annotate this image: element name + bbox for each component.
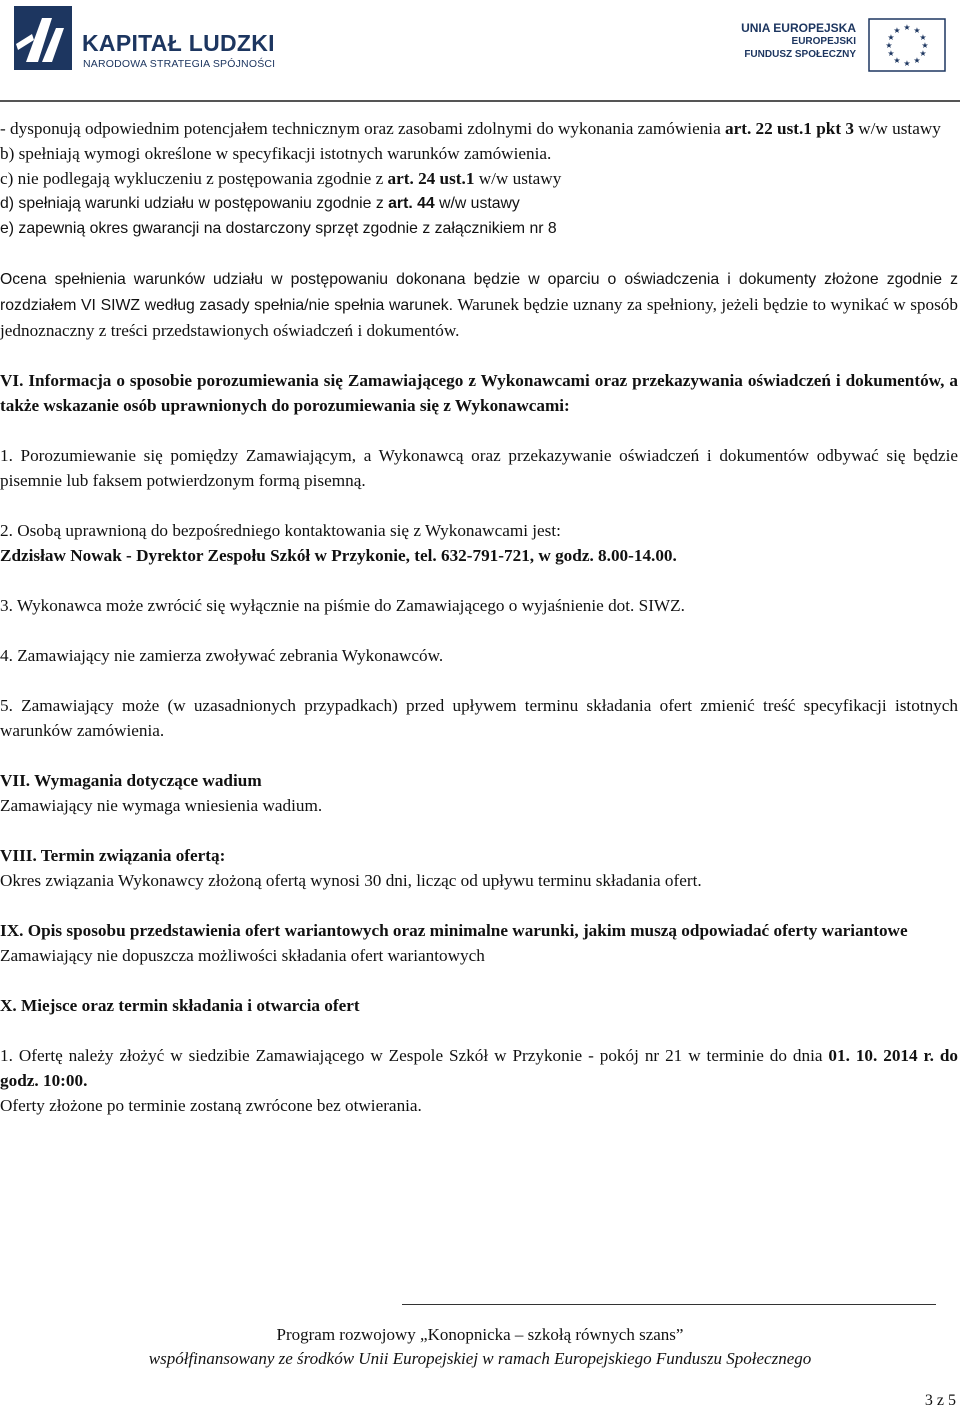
footer-program-name: Program rozwojowy „Konopnicka – szkołą równych szans”: [276, 1325, 684, 1344]
section-vii-heading: VII. Wymagania dotyczące wadium: [0, 771, 262, 790]
svg-text:★: ★: [887, 49, 895, 58]
section-vii-text: Zamawiający nie wymaga wniesienia wadium.: [0, 796, 323, 815]
section-vi-contact: Zdzisław Nowak - Dyrektor Zespołu Szkół w Przykonie, tel. 632-791-721, w godz. 8.00-14.00.: [0, 546, 677, 565]
page-number: 3 z 5: [924, 1392, 956, 1409]
svg-text:★: ★: [893, 26, 901, 35]
section-vi-heading: VI. Informacja o sposobie porozumiewania się Zamawiającego z Wykonawcami oraz przekazywania oświadczeń i dokumentów, a także wskazanie osób uprawnionych do porozumiewania się z Wykonawcami:: [0, 371, 958, 415]
footer-funding-note: współfinansowany ze środków Unii Europejskiej w ramach Europejskiego Funduszu Społecznego: [148, 1349, 812, 1368]
page-header: [0, 0, 960, 100]
svg-text:★: ★: [913, 56, 921, 65]
page-footer: [0, 1323, 960, 1371]
svg-text:★: ★: [919, 33, 927, 42]
section-vi-point-2: 2. Osobą uprawnioną do bezpośredniego kontaktowania się z Wykonawcami jest:: [0, 521, 561, 540]
section-vi-point-3: 3. Wykonawca może zwrócić się wyłącznie na piśmie do Zamawiającego o wyjaśnienie dot. SIWZ.: [0, 596, 685, 615]
eu-flag-icon: [868, 18, 946, 72]
svg-text:★: ★: [885, 41, 893, 50]
condition-line-b: b) spełniają wymogi określone w specyfikacji istotnych warunków zamówienia.: [0, 144, 552, 163]
section-vi-point-5: 5. Zamawiający może (w uzasadnionych przypadkach) przed upływem terminu składania ofert zmienić treść specyfikacji istotnych warunków zamówienia.: [0, 696, 958, 740]
condition-line-d: d) spełniają warunki udziału w postępowaniu zgodnie z art. 44 w/w ustawy: [0, 195, 520, 212]
kapital-ludzki-logo: [12, 4, 282, 82]
svg-text:★: ★: [919, 49, 927, 58]
svg-text:★: ★: [921, 41, 929, 50]
section-vi-point-1: 1. Porozumiewanie się pomiędzy Zamawiającym, a Wykonawcą oraz przekazywanie oświadczeń i dokumentów odbywać się będzie pisemnie lub faksem potwierdzonym formą pisemną.: [0, 446, 958, 490]
svg-text:★: ★: [903, 23, 911, 32]
eu-logo-line1: UNIA EUROPEJSKA: [741, 21, 856, 35]
section-vi-point-4: 4. Zamawiający nie zamierza zwoływać zebrania Wykonawców.: [0, 646, 444, 665]
section-x-late-offers: Oferty złożone po terminie zostaną zwrócone bez otwierania.: [0, 1096, 422, 1115]
eu-efs-logo: [736, 18, 946, 74]
section-viii-text: Okres związania Wykonawcy złożoną ofertą wynosi 30 dni, licząc od upływu terminu składania ofert.: [0, 871, 702, 890]
kapital-ludzki-emblem-icon: [12, 4, 80, 76]
condition-line-a: - dysponują odpowiednim potencjałem technicznym oraz zasobami zdolnymi do wykonania zamówienia art. 22 ust.1 pkt 3 w/w ustawy: [0, 119, 941, 138]
svg-text:★: ★: [887, 33, 895, 42]
section-x-heading: X. Miejsce oraz termin składania i otwarcia ofert: [0, 996, 360, 1015]
kapital-ludzki-title: KAPITAŁ LUDZKI: [82, 30, 275, 56]
kapital-ludzki-subtitle: NARODOWA STRATEGIA SPÓJNOŚCI: [83, 58, 276, 70]
svg-text:★: ★: [903, 59, 911, 68]
section-x-point-1: 1. Ofertę należy złożyć w siedzibie Zamawiającego w Zespole Szkół w Przykonie - pokój nr 21 w terminie do dnia 01. 10. 2014 r. do godz. 10:00.: [0, 1046, 958, 1090]
section-ix-heading: IX. Opis sposobu przedstawienia ofert wariantowych oraz minimalne warunki, jakim muszą odpowiadać oferty wariantowe: [0, 921, 908, 940]
eu-logo-text: [741, 22, 856, 61]
section-viii-heading: VIII. Termin związania ofertą:: [0, 846, 226, 865]
condition-line-e: e) zapewnią okres gwarancji na dostarczony sprzęt zgodnie z załącznikiem nr 8: [0, 220, 557, 237]
eu-logo-line3: FUNDUSZ SPOŁECZNY: [744, 49, 856, 60]
svg-text:★: ★: [913, 26, 921, 35]
eu-logo-line2: EUROPEJSKI: [791, 36, 856, 47]
footer-divider: [402, 1304, 936, 1305]
header-divider: [0, 100, 960, 102]
condition-line-c: c) nie podlegają wykluczeniu z postępowania zgodnie z art. 24 ust.1 w/w ustawy: [0, 169, 562, 188]
section-ix-text: Zamawiający nie dopuszcza możliwości składania ofert wariantowych: [0, 946, 485, 965]
assessment-paragraph: Ocena spełnienia warunków udziału w postępowaniu dokonana będzie w oparciu o oświadczenia i dokumenty złożone zgodnie z rozdziałem VI SIWZ według zasady spełnia/nie spełnia warunek. Warunek będzie uznany za spełniony, jeżeli będzie to wynikać w sposób jednoznaczny z treści przedstawionych oświadczeń i dokumentów.: [0, 271, 958, 340]
svg-text:★: ★: [893, 56, 901, 65]
document-body: [0, 116, 958, 1118]
